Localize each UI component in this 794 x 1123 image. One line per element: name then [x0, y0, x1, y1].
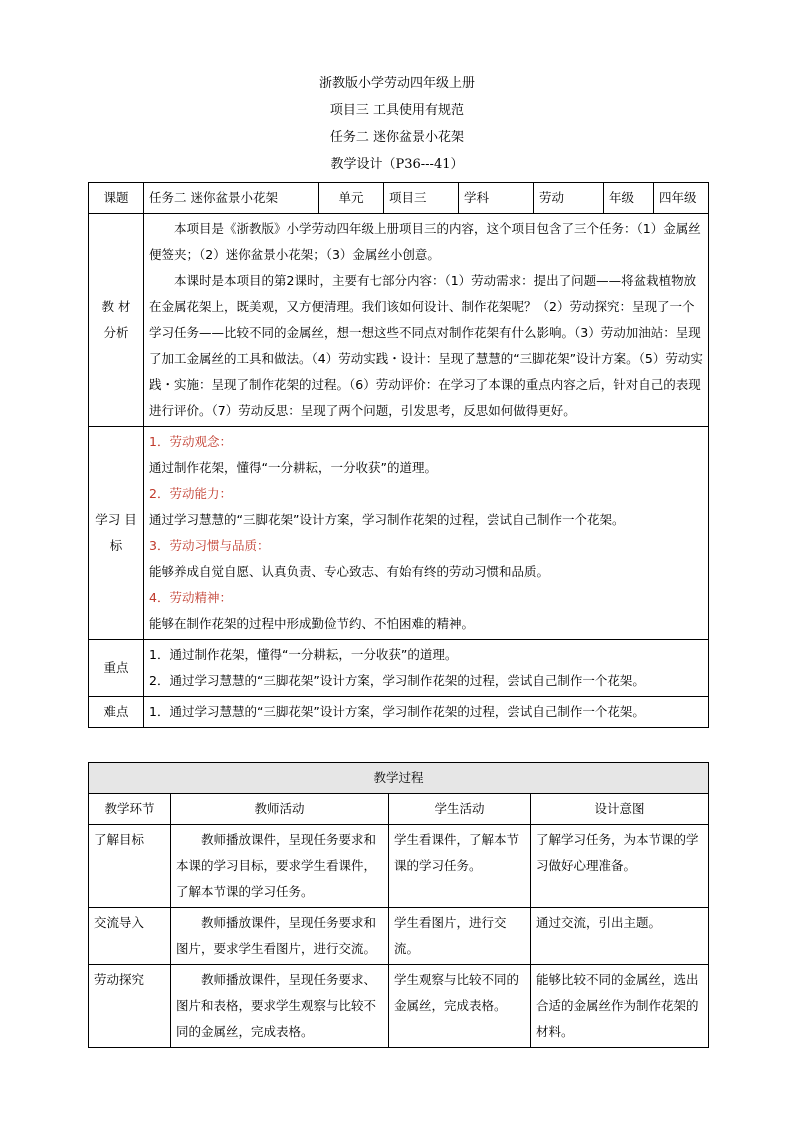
difficulty-content — [144, 697, 709, 728]
process-row — [89, 965, 709, 1048]
topic-label: 课题 — [89, 183, 144, 214]
goal-heading-1: 1．劳动观念： — [149, 434, 232, 449]
goal-text-1: 通过制作花架，懂得“一分耕耘，一分收获”的道理。 — [149, 460, 437, 475]
intent-cell: 了解学习任务，为本节课的学习做好心理准备。 — [531, 825, 709, 908]
title-line-1: 浙教版小学劳动四年级上册 — [318, 76, 475, 91]
goals-content — [144, 427, 709, 640]
title-line-4: 教学设计（P36---41） — [330, 157, 464, 172]
key-points-content — [144, 640, 709, 697]
stage-cell: 了解目标 — [89, 825, 171, 908]
document-titles — [0, 70, 794, 178]
key-point-1: 1．通过制作花架，懂得“一分耕耘，一分收获”的道理。 — [149, 647, 458, 662]
unit-label: 单元 — [319, 183, 384, 214]
goals-row — [89, 427, 709, 640]
teacher-cell — [171, 908, 389, 965]
topic-value: 任务二 迷你盆景小花架 — [144, 183, 319, 214]
goal-heading-2: 2．劳动能力： — [149, 486, 232, 501]
stage-cell: 劳动探究 — [89, 965, 171, 1048]
header-stage: 教学环节 — [89, 794, 171, 825]
title-line-2: 项目三 工具使用有规范 — [329, 103, 465, 118]
goal-text-3: 能够养成自觉自愿、认真负责、专心致志、有始有终的劳动习惯和品质。 — [149, 564, 550, 579]
teaching-process-table — [88, 762, 709, 1048]
key-point-2: 2．通过学习慧慧的“三脚花架”设计方案，学习制作花架的过程，尝试自己制作一个花架。 — [149, 673, 645, 688]
lesson-info-table — [88, 182, 709, 728]
analysis-content — [144, 214, 709, 427]
goal-text-4: 能够在制作花架的过程中形成勤俭节约、不怕困难的精神。 — [149, 616, 475, 631]
student-cell: 学生看图片，进行交流。 — [389, 908, 531, 965]
analysis-label: 教 材 分析 — [89, 214, 144, 427]
info-row — [89, 183, 709, 214]
goal-heading-3: 3．劳动习惯与品质： — [149, 538, 270, 553]
header-intent: 设计意图 — [531, 794, 709, 825]
grade-value: 四年级 — [654, 183, 709, 214]
title-line-3: 任务二 迷你盆景小花架 — [329, 130, 465, 145]
subject-value: 劳动 — [534, 183, 604, 214]
analysis-paragraph-2: 本课时是本项目的第2课时，主要有七部分内容：（1）劳动需求：提出了问题——将盆栽植物放在金属花架上，既美观，又方便清理。我们该如何设计、制作花架呢？（2）劳动探究：呈现了一个学习任务——比较不同的金属丝，想一想这些不同点对制作花架有什么影响。（3）劳动加油站：呈现了加工金属丝的工具和做法。（4）劳动实践・设计：呈现了慧慧的“三脚花架”设计方案。（5）劳动实践・实施：呈现了制作花架的过程。（6）劳动评价：在学习了本课的重点内容之后，针对自己的表现进行评价。（7）劳动反思：呈现了两个问题，引发思考，反思如何做得更好。 — [149, 273, 703, 418]
teacher-cell — [171, 825, 389, 908]
header-teacher: 教师活动 — [171, 794, 389, 825]
analysis-row — [89, 214, 709, 427]
teacher-text: 教师播放课件，呈现任务要求和图片，要求学生看图片，进行交流。 — [176, 915, 377, 956]
goal-text-2: 通过学习慧慧的“三脚花架”设计方案，学习制作花架的过程，尝试自己制作一个花架。 — [149, 512, 625, 527]
process-row — [89, 825, 709, 908]
student-cell: 学生看课件，了解本节课的学习任务。 — [389, 825, 531, 908]
key-points-row — [89, 640, 709, 697]
teacher-cell — [171, 965, 389, 1048]
grade-label: 年级 — [604, 183, 654, 214]
analysis-paragraph-1: 本项目是《浙教版》小学劳动四年级上册项目三的内容，这个项目包含了三个任务：（1）金属丝便签夹；（2）迷你盆景小花架；（3）金属丝小创意。 — [149, 221, 701, 262]
process-header-row — [89, 794, 709, 825]
teacher-text: 教师播放课件，呈现任务要求和本课的学习目标，要求学生看课件，了解本节课的学习任务。 — [176, 832, 377, 899]
goal-heading-4: 4．劳动精神： — [149, 590, 232, 605]
intent-cell: 通过交流，引出主题。 — [531, 908, 709, 965]
student-cell: 学生观察与比较不同的金属丝，完成表格。 — [389, 965, 531, 1048]
subject-label: 学科 — [459, 183, 534, 214]
difficulty-label: 难点 — [89, 697, 144, 728]
difficulty-row — [89, 697, 709, 728]
teacher-text: 教师播放课件，呈现任务要求、图片和表格，要求学生观察与比较不同的金属丝，完成表格。 — [176, 972, 377, 1039]
unit-value: 项目三 — [384, 183, 459, 214]
difficulty-point-1: 1．通过学习慧慧的“三脚花架”设计方案，学习制作花架的过程，尝试自己制作一个花架。 — [149, 704, 645, 719]
process-title: 教学过程 — [89, 763, 709, 794]
goals-label: 学习 目标 — [89, 427, 144, 640]
stage-cell: 交流导入 — [89, 908, 171, 965]
key-points-label: 重点 — [89, 640, 144, 697]
process-row — [89, 908, 709, 965]
intent-cell: 能够比较不同的金属丝，选出合适的金属丝作为制作花架的材料。 — [531, 965, 709, 1048]
header-student: 学生活动 — [389, 794, 531, 825]
